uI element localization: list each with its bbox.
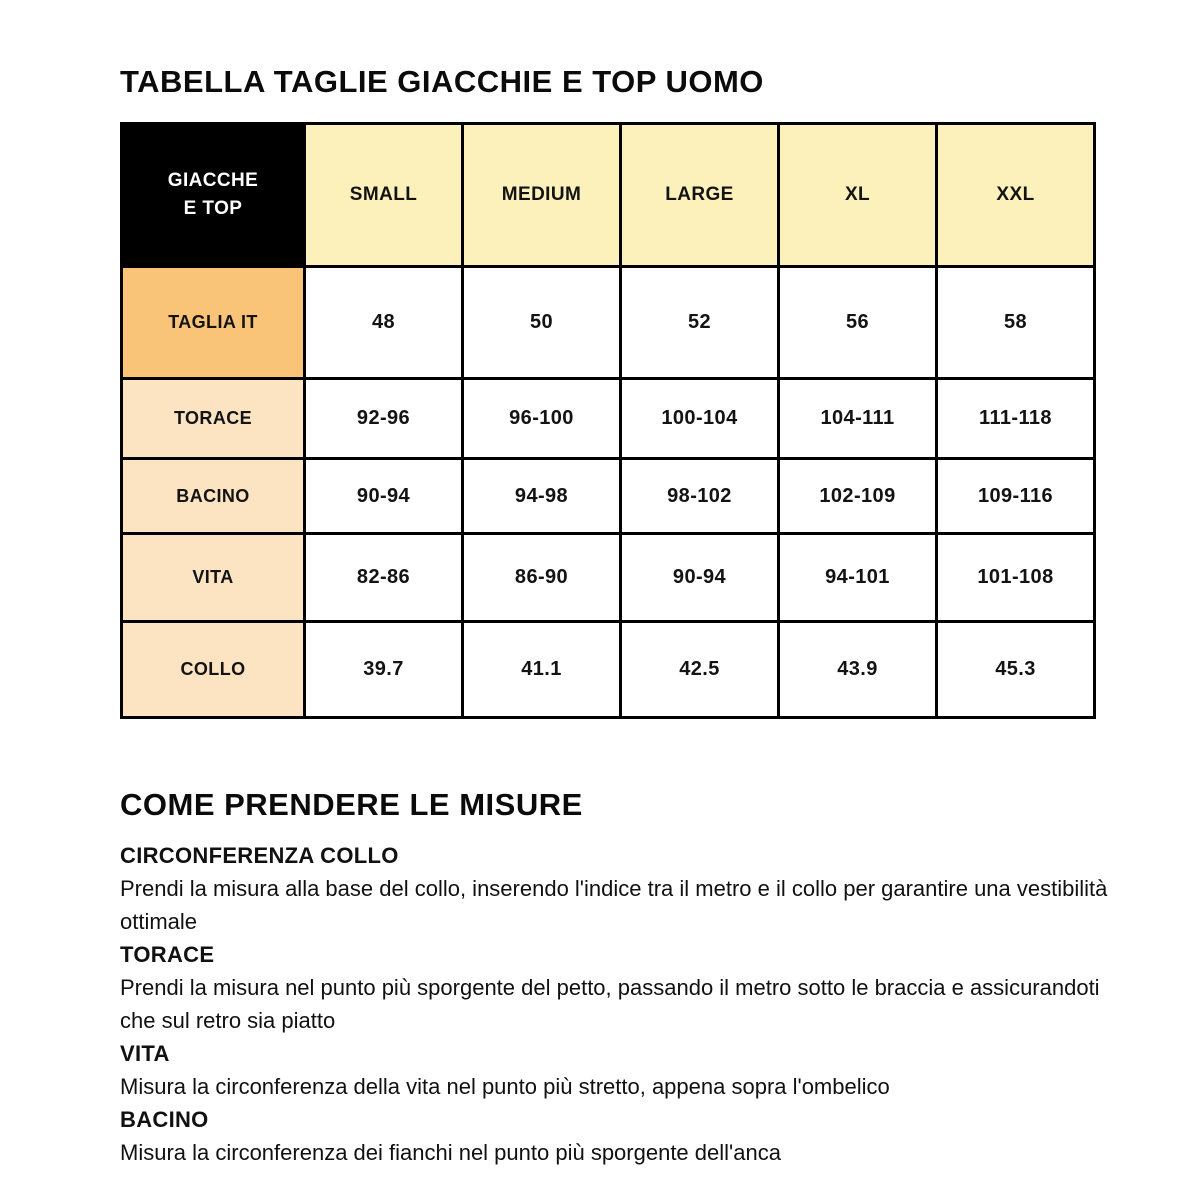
table-header-row — [122, 124, 1095, 267]
size-cell: 86-90 — [463, 534, 621, 622]
measure-section-title: COME PRENDERE LE MISURE — [120, 787, 583, 822]
size-cell: 94-98 — [463, 459, 621, 534]
size-cell: 45.3 — [937, 622, 1095, 718]
column-header-medium: MEDIUM — [463, 124, 621, 267]
corner-label-line1: GIACCHE — [167, 169, 259, 191]
size-cell: 104-111 — [779, 379, 937, 459]
size-cell: 43.9 — [779, 622, 937, 718]
page-title: TABELLA TAGLIE GIACCHIE E TOP UOMO — [120, 64, 764, 99]
instruction-heading-torace: TORACE — [120, 942, 215, 967]
row-label-vita: VITA — [122, 534, 305, 622]
row-label-bacino: BACINO — [122, 459, 305, 534]
size-cell: 92-96 — [305, 379, 463, 459]
size-cell: 96-100 — [463, 379, 621, 459]
instruction-heading-collo: CIRCONFERENZA COLLO — [120, 843, 399, 868]
size-cell: 50 — [463, 267, 621, 379]
size-cell: 52 — [621, 267, 779, 379]
table-row-bacino — [122, 459, 1095, 534]
corner-label-line2: E TOP — [183, 198, 243, 219]
table-row-collo — [122, 622, 1095, 718]
column-header-xl: XL — [779, 124, 937, 267]
instruction-body-vita: Misura la circonferenza della vita nel punto più stretto, appena sopra l'ombelico — [120, 1074, 890, 1099]
size-cell: 90-94 — [621, 534, 779, 622]
table-row-vita — [122, 534, 1095, 622]
size-cell: 48 — [305, 267, 463, 379]
size-cell: 56 — [779, 267, 937, 379]
size-cell: 102-109 — [779, 459, 937, 534]
row-label-taglia-it: TAGLIA IT — [122, 267, 305, 379]
size-cell: 94-101 — [779, 534, 937, 622]
instruction-body-bacino: Misura la circonferenza dei fianchi nel punto più sporgente dell'anca — [120, 1140, 781, 1165]
table-row-taglia-it — [122, 267, 1095, 379]
size-cell: 109-116 — [937, 459, 1095, 534]
measure-instructions — [120, 839, 1110, 1169]
row-label-torace: TORACE — [122, 379, 305, 459]
column-header-xxl: XXL — [937, 124, 1095, 267]
size-cell: 82-86 — [305, 534, 463, 622]
instruction-body-collo: Prendi la misura alla base del collo, inserendo l'indice tra il metro e il collo per garantire una vestibilità ottimale — [120, 876, 1108, 934]
size-cell: 58 — [937, 267, 1095, 379]
size-cell: 98-102 — [621, 459, 779, 534]
table-corner-cell — [122, 124, 305, 267]
size-cell: 111-118 — [937, 379, 1095, 459]
table-row-torace — [122, 379, 1095, 459]
size-cell: 42.5 — [621, 622, 779, 718]
size-cell: 101-108 — [937, 534, 1095, 622]
size-table — [120, 122, 1096, 719]
size-cell: 100-104 — [621, 379, 779, 459]
column-header-large: LARGE — [621, 124, 779, 267]
column-header-small: SMALL — [305, 124, 463, 267]
size-cell: 39.7 — [305, 622, 463, 718]
instruction-body-torace: Prendi la misura nel punto più sporgente del petto, passando il metro sotto le braccia e assicurandoti che sul retro sia piatto — [120, 975, 1100, 1033]
instruction-heading-vita: VITA — [120, 1041, 170, 1066]
size-cell: 41.1 — [463, 622, 621, 718]
instruction-heading-bacino: BACINO — [120, 1107, 209, 1132]
row-label-collo: COLLO — [122, 622, 305, 718]
size-cell: 90-94 — [305, 459, 463, 534]
